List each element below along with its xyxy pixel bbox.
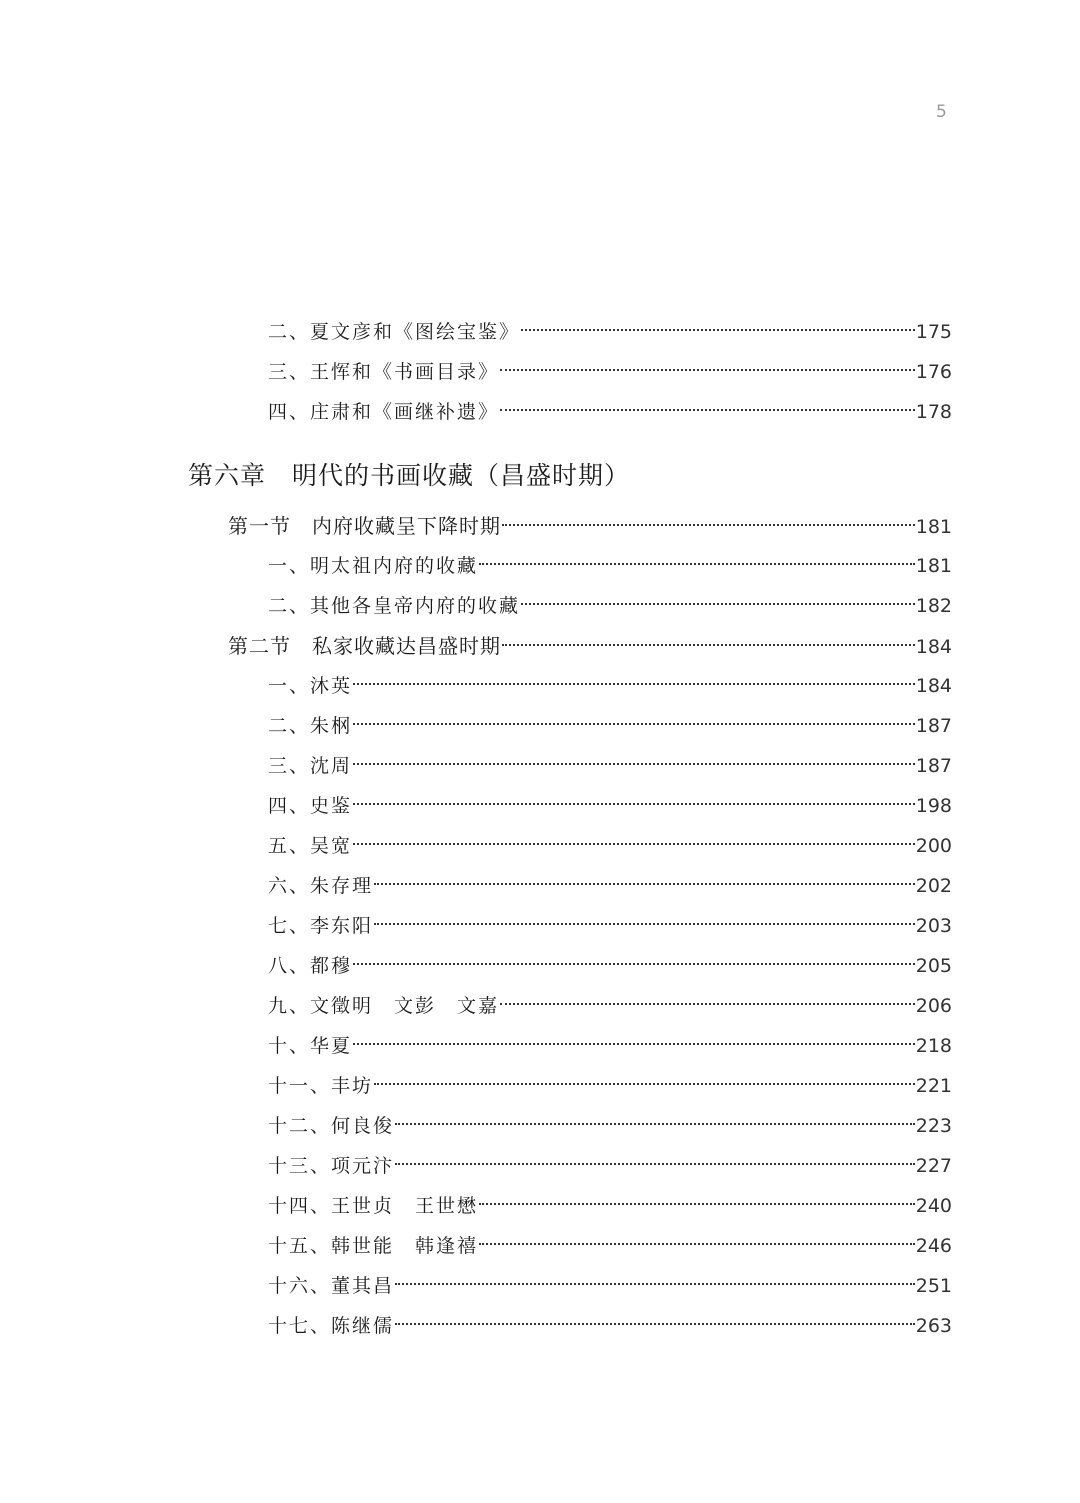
toc-entry-page: 181: [915, 516, 952, 538]
toc-entry[interactable]: [268, 946, 952, 986]
toc-entry[interactable]: [268, 1106, 952, 1146]
toc-entry[interactable]: [268, 746, 952, 786]
toc-section[interactable]: [228, 626, 952, 666]
toc-entry[interactable]: [268, 586, 952, 626]
toc-entry-label: 八、都穆: [268, 955, 353, 977]
toc-entry[interactable]: [268, 1266, 952, 1306]
toc-entry-label: 二、朱㭎: [268, 715, 353, 737]
toc-section[interactable]: [228, 506, 952, 546]
toc-entry-page: 175: [915, 321, 952, 343]
toc-entry[interactable]: [268, 666, 952, 706]
toc-entry[interactable]: [268, 1026, 952, 1066]
toc-entry[interactable]: [268, 786, 952, 826]
dot-leader: [353, 722, 915, 725]
dot-leader: [502, 523, 915, 526]
toc-entry[interactable]: [268, 312, 952, 352]
page-number: 5: [936, 102, 947, 122]
toc-entry-page: 200: [915, 835, 952, 857]
toc-entry[interactable]: [268, 392, 952, 432]
toc-entry-page: 187: [915, 755, 952, 777]
toc-entry-label: 第二节 私家收藏达昌盛时期: [228, 634, 501, 658]
toc-entry[interactable]: [268, 826, 952, 866]
toc-entry-page: 184: [915, 675, 952, 697]
toc-entry-page: 178: [915, 401, 952, 423]
toc-entry-page: 182: [915, 595, 952, 617]
toc-entry-label: 十六、董其昌: [268, 1275, 395, 1297]
toc-entry-label: 十二、何良俊: [268, 1115, 395, 1137]
dot-leader: [353, 682, 915, 685]
dot-leader: [479, 562, 915, 565]
dot-leader: [500, 408, 915, 411]
toc-entry-label: 十五、韩世能 韩逢禧: [268, 1235, 479, 1257]
toc-entry-page: 198: [915, 795, 952, 817]
toc-entry[interactable]: [268, 1186, 952, 1226]
toc-entry[interactable]: [268, 1226, 952, 1266]
toc-entry[interactable]: [268, 906, 952, 946]
dot-leader: [374, 1082, 915, 1085]
dot-leader: [353, 762, 915, 765]
toc-entry-label: 一、明太祖内府的收藏: [268, 555, 479, 577]
dot-leader: [500, 368, 915, 371]
toc-entry-label: 六、朱存理: [268, 875, 374, 897]
toc-entry-label: 四、庄肃和《画继补遗》: [268, 401, 500, 423]
dot-leader: [395, 1322, 915, 1325]
dot-leader: [353, 802, 915, 805]
toc-entry-label: 一、沐英: [268, 675, 353, 697]
toc-entry-page: 218: [915, 1035, 952, 1057]
toc-entry-label: 第一节 内府收藏呈下降时期: [228, 514, 501, 538]
toc-entry[interactable]: [268, 546, 952, 586]
toc-entry-page: 205: [915, 955, 952, 977]
dot-leader: [521, 602, 915, 605]
toc-entry[interactable]: [268, 866, 952, 906]
dot-leader: [479, 1202, 915, 1205]
dot-leader: [374, 882, 915, 885]
toc-entry-page: 181: [915, 555, 952, 577]
toc-entry-label: 十四、王世贞 王世懋: [268, 1195, 479, 1217]
toc-entry-label: 十一、丰坊: [268, 1075, 374, 1097]
toc-entry-label: 十、华夏: [268, 1035, 353, 1057]
toc-entry[interactable]: [268, 1146, 952, 1186]
dot-leader: [521, 328, 915, 331]
toc-entry-label: 九、文徵明 文彭 文嘉: [268, 995, 500, 1017]
dot-leader: [395, 1282, 915, 1285]
toc-entry-page: 203: [915, 915, 952, 937]
toc-entry-page: 246: [915, 1235, 952, 1257]
toc-entry-page: 176: [915, 361, 952, 383]
dot-leader: [395, 1122, 915, 1125]
toc-entry-page: 240: [915, 1195, 952, 1217]
toc-entry-page: 202: [915, 875, 952, 897]
dot-leader: [353, 842, 915, 845]
toc-entry[interactable]: [268, 352, 952, 392]
toc-entry-page: 187: [915, 715, 952, 737]
dot-leader: [374, 922, 915, 925]
dot-leader: [500, 1002, 915, 1005]
toc-entry-label: 三、沈周: [268, 755, 353, 777]
dot-leader: [395, 1162, 915, 1165]
toc-entry-label: 十七、陈继儒: [268, 1315, 395, 1337]
dot-leader: [502, 643, 915, 646]
dot-leader: [479, 1242, 915, 1245]
toc-entry[interactable]: [268, 706, 952, 746]
toc-entry-page: 221: [915, 1075, 952, 1097]
toc-entry-page: 184: [915, 636, 952, 658]
chapter-title[interactable]: 第六章 明代的书画收藏（昌盛时期）: [188, 461, 631, 490]
toc-entry[interactable]: [268, 986, 952, 1026]
dot-leader: [353, 962, 915, 965]
toc-entry[interactable]: [268, 1306, 952, 1346]
toc-entry-page: 227: [915, 1155, 952, 1177]
toc-entry-label: 二、夏文彦和《图绘宝鉴》: [268, 321, 521, 343]
toc-entry-label: 二、其他各皇帝内府的收藏: [268, 595, 521, 617]
toc-entry-page: 206: [915, 995, 952, 1017]
toc-entry-page: 263: [915, 1315, 952, 1337]
toc-entry-label: 三、王恽和《书画目录》: [268, 361, 500, 383]
toc-entry-page: 223: [915, 1115, 952, 1137]
toc-entry-label: 七、李东阳: [268, 915, 374, 937]
toc-entry-label: 十三、项元汴: [268, 1155, 395, 1177]
toc-entry-label: 五、吴宽: [268, 835, 353, 857]
toc-entry[interactable]: [268, 1066, 952, 1106]
toc-entry-page: 251: [915, 1275, 952, 1297]
toc-entry-label: 四、史鉴: [268, 795, 353, 817]
dot-leader: [353, 1042, 915, 1045]
